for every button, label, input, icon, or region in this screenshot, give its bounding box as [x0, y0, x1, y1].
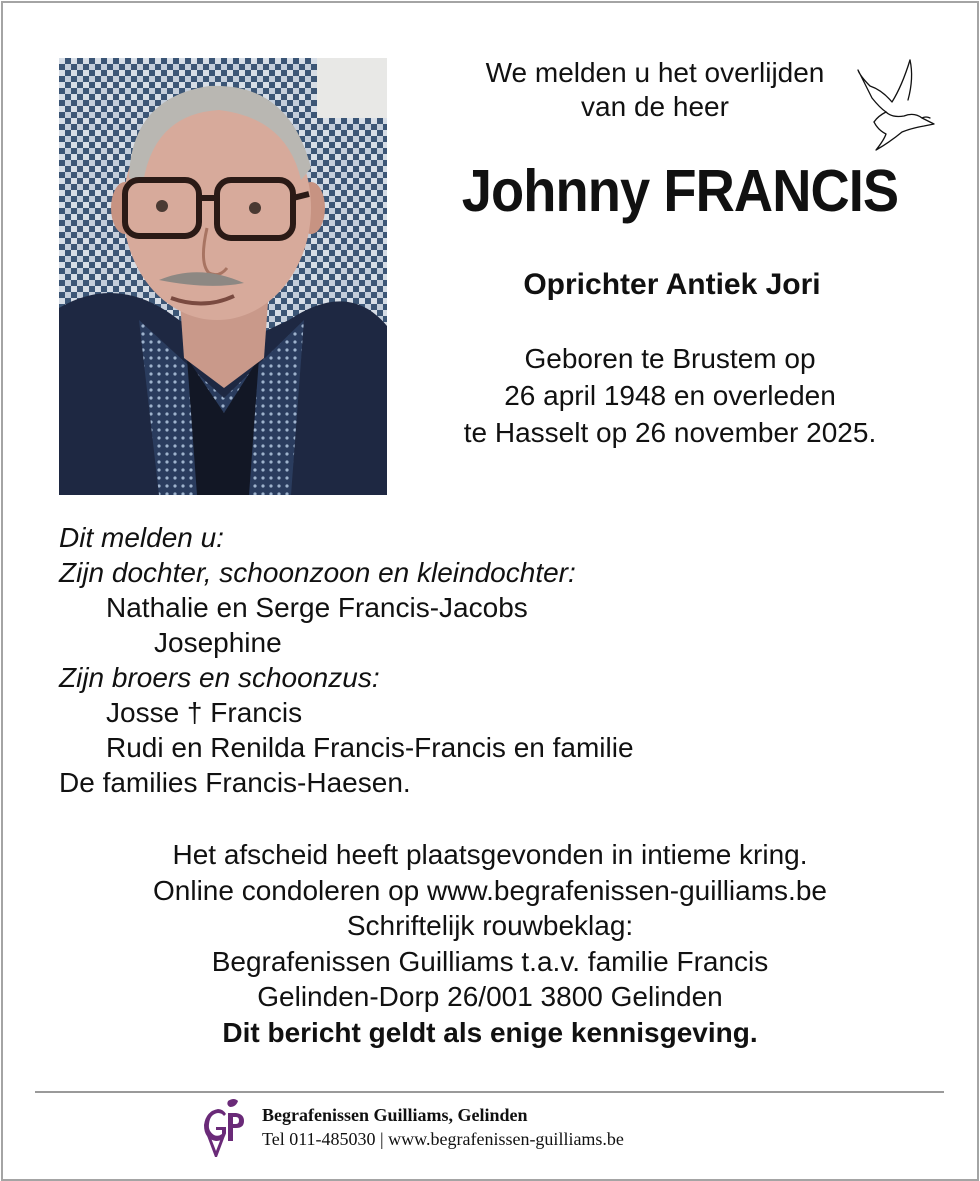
portrait-photo — [59, 58, 387, 495]
family-member: De families Francis-Haesen. — [59, 767, 411, 798]
dates-line-1: Geboren te Brustem op — [524, 343, 816, 374]
closing-line: Gelinden-Dorp 26/001 3800 Gelinden — [257, 981, 723, 1012]
notice-statement: Dit bericht geldt als enige kennisgeving. — [222, 1016, 758, 1048]
funeral-home-info — [262, 1103, 624, 1151]
condolence-url-line: Online condoleren op www.begrafenissen-guilliams.be — [153, 874, 827, 906]
closing-notice — [40, 837, 940, 1050]
closing-line: Het afscheid heeft plaatsgevonden in intieme kring. — [172, 839, 808, 870]
family-member: Rudi en Renilda Francis-Francis en familie — [106, 732, 634, 763]
funeral-home-contact: Tel 011-485030 | www.begrafenissen-guilliams.be — [262, 1129, 624, 1149]
closing-line: Schriftelijk rouwbeklag: — [346, 910, 634, 941]
deceased-name: Johnny FRANCIS — [461, 158, 899, 224]
family-member: Josse † Francis — [106, 697, 303, 728]
footer-divider — [35, 1091, 944, 1093]
deceased-title: Oprichter Antiek Jori — [523, 268, 821, 301]
intro-line-2: van de heer — [581, 91, 729, 122]
family-group-heading: Zijn broers en schoonzus: — [59, 662, 380, 693]
intro-line-1: We melden u het overlijden — [485, 57, 825, 88]
family-intro: Dit melden u: — [59, 522, 224, 553]
funeral-home-name: Begrafenissen Guilliams, Gelinden — [262, 1105, 528, 1125]
birth-death-dates — [420, 340, 920, 451]
funeral-home-logo — [198, 1097, 250, 1159]
announcement-intro — [440, 56, 870, 124]
family-group-heading: Zijn dochter, schoonzoon en kleindochter: — [59, 557, 576, 588]
family-member: Nathalie en Serge Francis-Jacobs — [106, 592, 528, 623]
dove-icon — [852, 56, 938, 160]
dates-line-2: 26 april 1948 en overleden — [504, 380, 836, 411]
dates-line-3: te Hasselt op 26 november 2025. — [463, 417, 877, 448]
family-member: Josephine — [154, 627, 282, 658]
family-list — [59, 520, 939, 800]
closing-line: Begrafenissen Guilliams t.a.v. familie Francis — [211, 945, 769, 977]
